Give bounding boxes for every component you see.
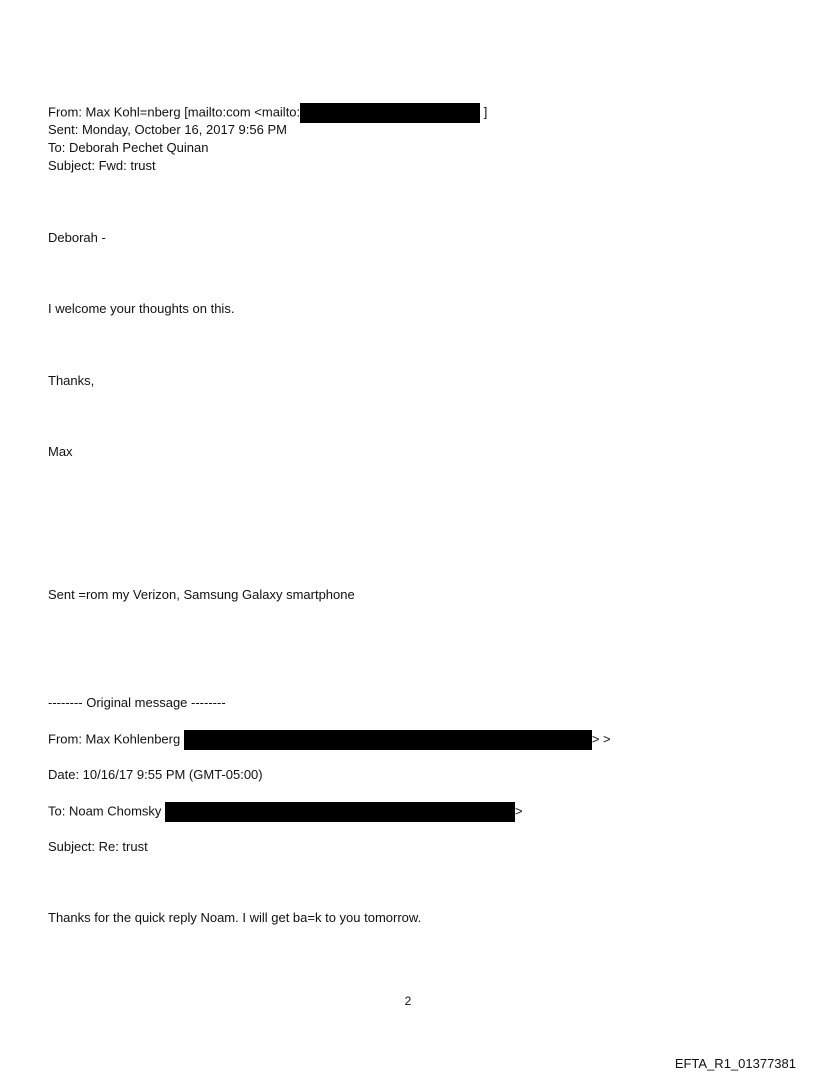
closing: Thanks, <box>48 373 95 388</box>
header-from <box>48 103 487 123</box>
header-subject: Subject: Fwd: trust <box>48 158 156 173</box>
redaction-block <box>184 730 592 750</box>
original-to-suffix: > <box>515 803 523 819</box>
sent-from-line: Sent =rom my Verizon, Samsung Galaxy smartphone <box>48 587 355 602</box>
signature: Max <box>48 444 73 459</box>
header-sent: Sent: Monday, October 16, 2017 9:56 PM <box>48 122 287 137</box>
redaction-block <box>165 802 515 822</box>
header-from-suffix: ] <box>480 104 488 120</box>
original-date: Date: 10/16/17 9:55 PM (GMT-05:00) <box>48 767 263 782</box>
original-to-text: To: Noam Chomsky <box>48 803 166 819</box>
original-to <box>48 802 523 822</box>
bates-number: EFTA_R1_01377381 <box>674 1056 796 1071</box>
body-line: I welcome your thoughts on this. <box>48 301 235 316</box>
page-number: 2 <box>404 994 412 1008</box>
original-subject: Subject: Re: trust <box>48 839 148 854</box>
original-body: Thanks for the quick reply Noam. I will get ba=k to you tomorrow. <box>48 910 422 925</box>
redaction-block <box>300 103 480 123</box>
original-from-text: From: Max Kohlenberg <box>48 731 184 747</box>
header-from-text: From: Max Kohl=nberg [mailto:com <mailto: <box>48 104 301 120</box>
original-from-suffix: > > <box>591 731 611 747</box>
original-divider: -------- Original message -------- <box>48 695 226 710</box>
original-from <box>48 730 611 750</box>
greeting: Deborah - <box>48 230 106 245</box>
header-to: To: Deborah Pechet Quinan <box>48 140 209 155</box>
